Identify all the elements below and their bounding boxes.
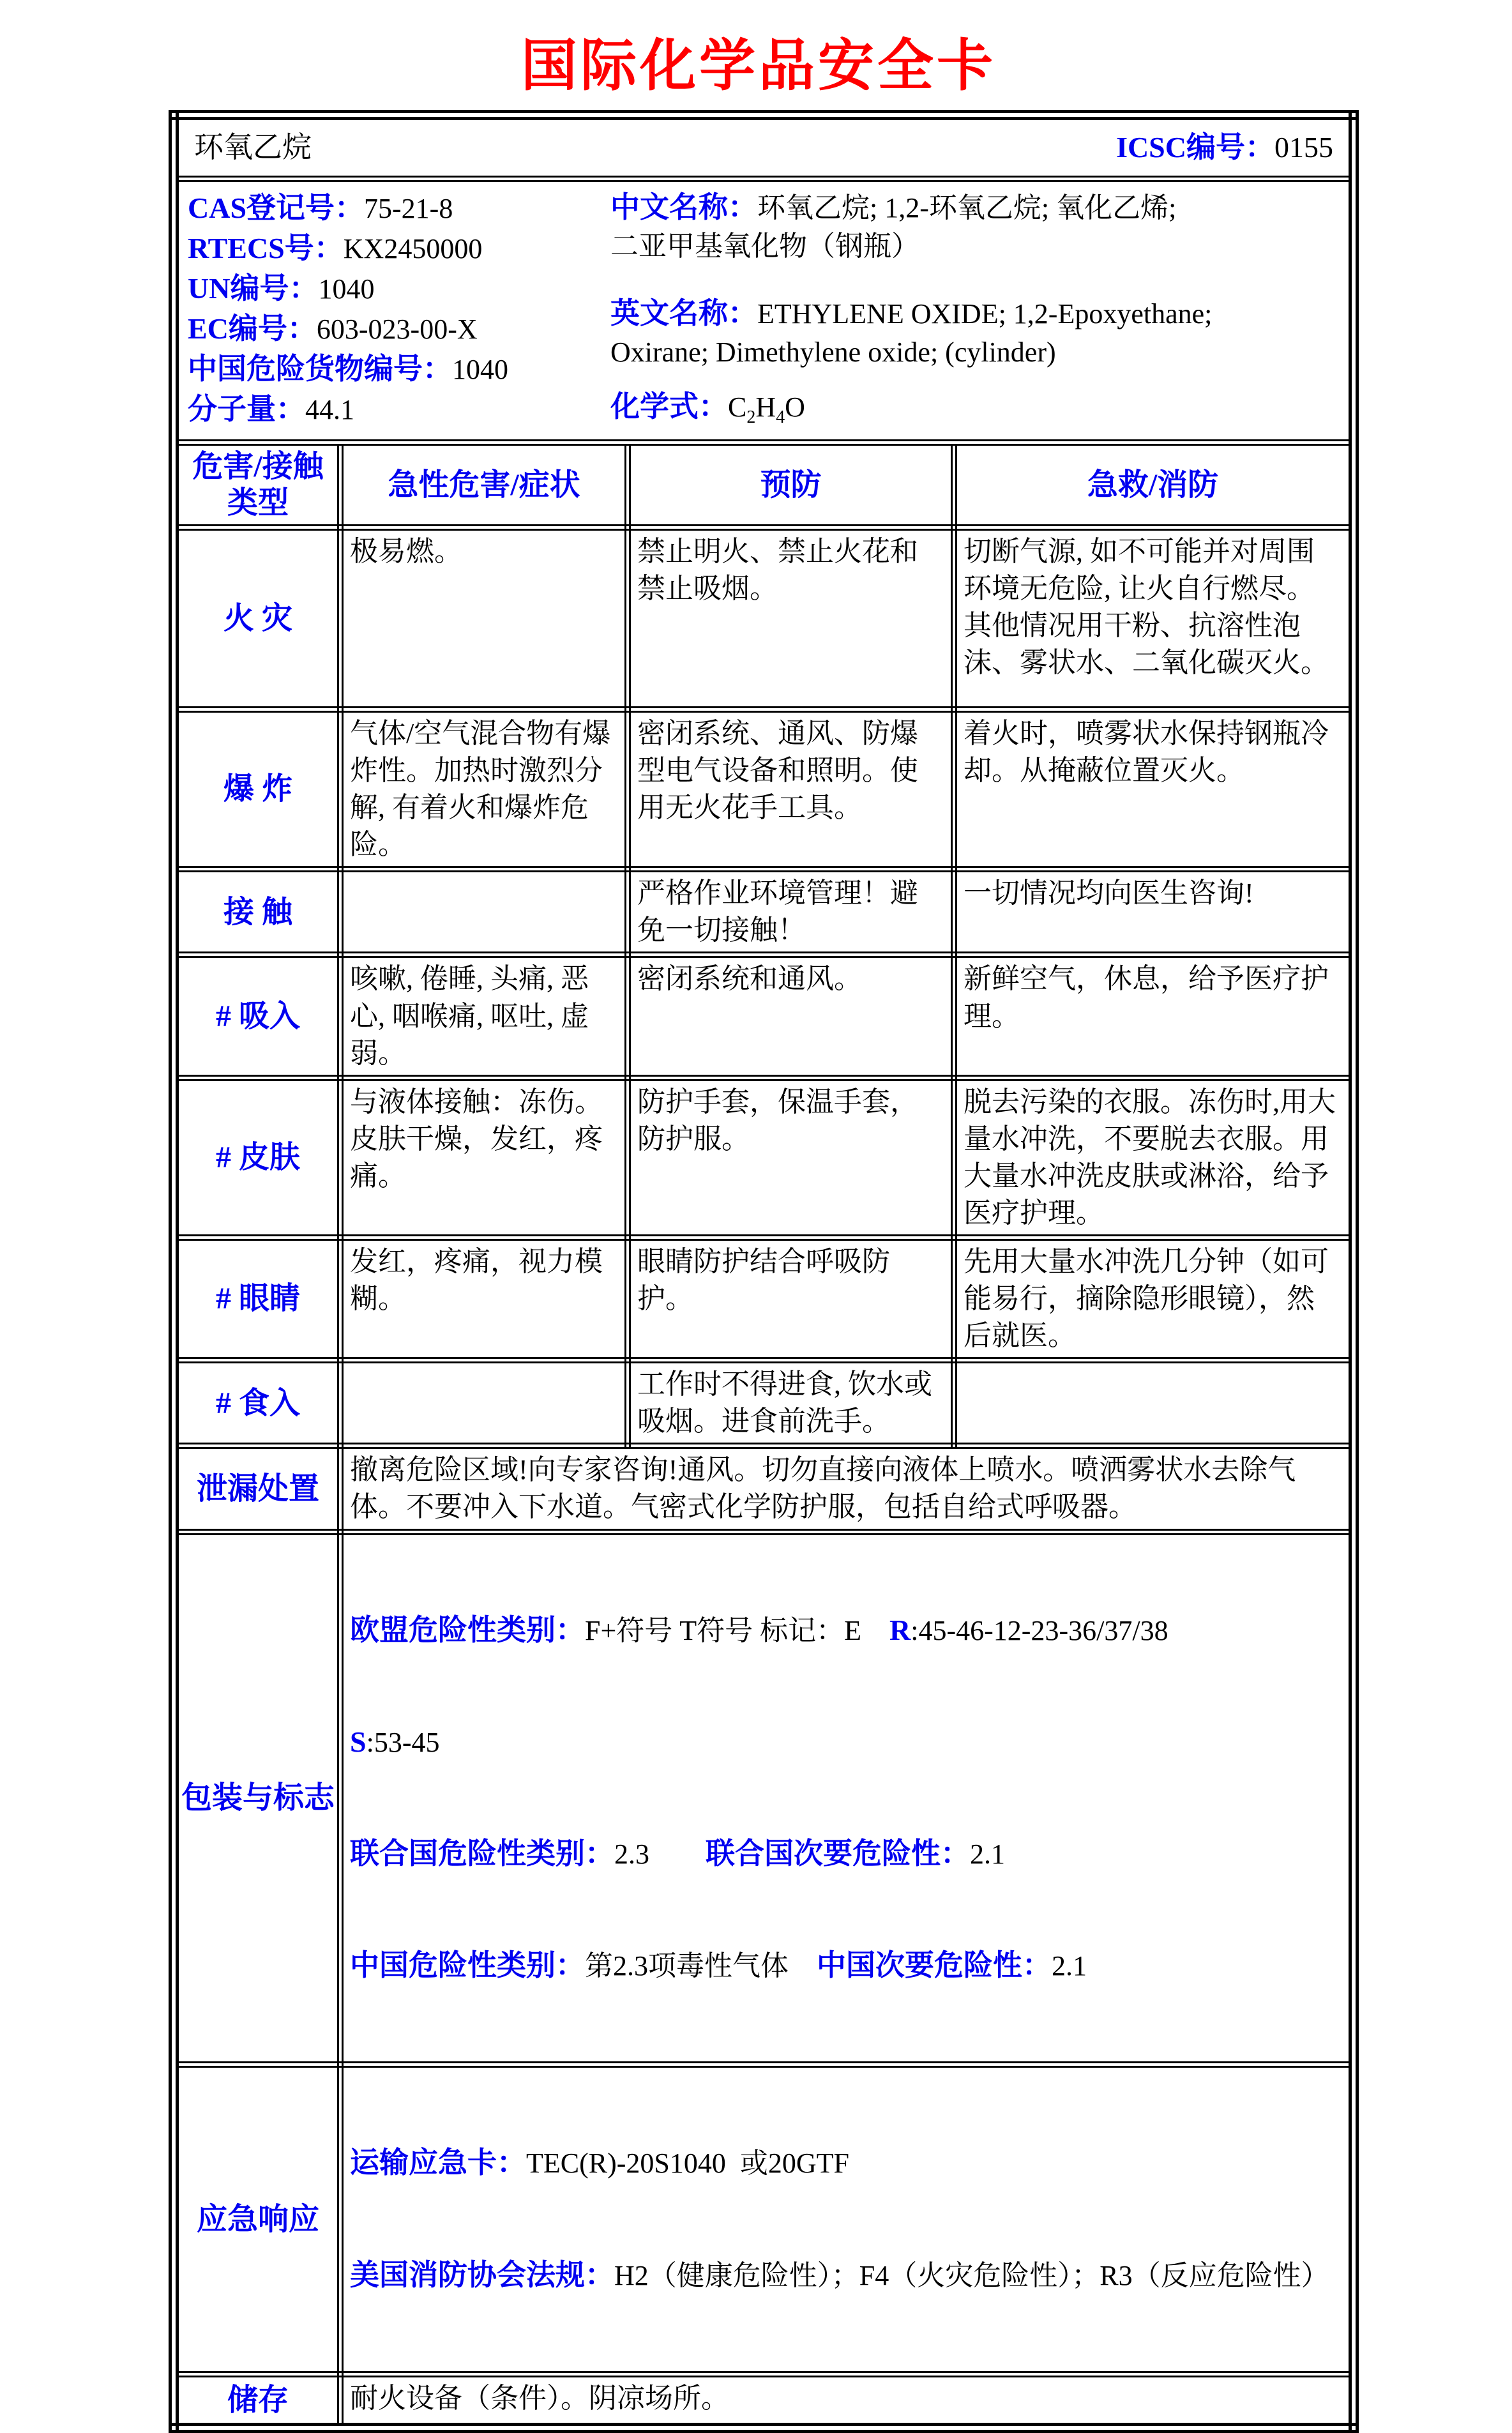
un-value: 1040 bbox=[318, 273, 375, 305]
hazard-row-skin bbox=[174, 1078, 1354, 1238]
identifier-molweight bbox=[188, 390, 610, 430]
cn-name-label: 中文名称： bbox=[610, 191, 757, 224]
explosion-symptom-cell: 气体/空气混合物有爆炸性。加热时激烈分解, 有着火和爆炸危险。 bbox=[340, 709, 628, 869]
cn-name-line2: 二亚甲基氧化物（钢瓶） bbox=[610, 231, 919, 262]
skin-symptom-cell: 与液体接触：冻伤。皮肤干燥，发红，疼痛。 bbox=[340, 1078, 628, 1238]
cas-value: 75-21-8 bbox=[364, 193, 453, 224]
fire-prevention-cell: 禁止明火、禁止火花和禁止吸烟。 bbox=[628, 527, 954, 709]
explosion-prevention-cell: 密闭系统、通风、防爆型电气设备和照明。使用无火花手工具。 bbox=[628, 709, 954, 869]
row-label-inhalation: # 吸入 bbox=[174, 955, 340, 1077]
ingestion-firstaid-cell bbox=[954, 1360, 1354, 1446]
hazard-row-explosion bbox=[174, 709, 1354, 869]
safety-card-page bbox=[0, 32, 1512, 2417]
exposure-firstaid-cell: 一切情况均向医生咨询! bbox=[954, 869, 1354, 955]
en-name-line1 bbox=[610, 294, 1342, 333]
inhalation-prevention-cell: 密闭系统和通风。 bbox=[628, 955, 954, 1077]
names-block bbox=[610, 188, 1342, 437]
spill-text: 撤离危险区域!向专家咨询!通风。切勿直接向液体上喷水。喷洒雾状水去除气体。不要冲入下水道。气密式化学防护服，包括自给式呼吸器。 bbox=[340, 1446, 1354, 1531]
chemical-name-header: 环氧乙烷 bbox=[194, 131, 312, 164]
hazard-row-fire bbox=[174, 527, 1354, 709]
packaging-line-china: 中国危险性类别：第2.3项毒性气体 中国次要危险性：2.1 bbox=[350, 1949, 1087, 1982]
explosion-firstaid-cell: 着火时，喷雾状水保持钢瓶冷却。从掩蔽位置灭火。 bbox=[954, 709, 1354, 869]
cas-label: CAS登记号： bbox=[188, 192, 365, 224]
icsc-number: 0155 bbox=[1274, 131, 1333, 164]
hazard-header-row bbox=[174, 443, 1354, 527]
en-name-value1: ETHYLENE OXIDE; 1,2-Epoxyethane; bbox=[757, 298, 1213, 330]
exposure-symptom-cell bbox=[340, 869, 628, 955]
row-label-fire: 火 灾 bbox=[174, 527, 340, 709]
transport-card-line: 运输应急卡：TEC(R)-20S1040 或20GTF bbox=[350, 2146, 849, 2179]
molweight-value: 44.1 bbox=[305, 394, 354, 425]
china-dg-value: 1040 bbox=[452, 354, 508, 385]
nfpa-line: 美国消防协会法规：H2（健康危险性）；F4（火灾危险性）；R3（反应危险性） bbox=[350, 2258, 1329, 2291]
chemical-formula: $C_2H_4O$ bbox=[728, 391, 805, 427]
formula-label: 化学式： bbox=[610, 390, 728, 423]
emergency-label: 应急响应 bbox=[174, 2065, 340, 2374]
en-name-line2: Oxirane; Dimethylene oxide; (cylinder) bbox=[610, 337, 1056, 368]
packaging-row bbox=[174, 1532, 1354, 2065]
row-label-explosion: 爆 炸 bbox=[174, 709, 340, 869]
storage-label: 储存 bbox=[174, 2374, 340, 2428]
identification-row bbox=[174, 179, 1354, 443]
ingestion-prevention-cell: 工作时不得进食, 饮水或吸烟。进食前洗手。 bbox=[628, 1360, 954, 1446]
ec-value: 603-023-00-X bbox=[316, 314, 478, 345]
spill-row bbox=[174, 1446, 1354, 1531]
icsc-number-group bbox=[1116, 128, 1333, 167]
eyes-prevention-cell: 眼睛防护结合呼吸防护。 bbox=[628, 1238, 954, 1360]
identifier-un bbox=[188, 269, 610, 309]
formula-line bbox=[610, 388, 1342, 437]
skin-prevention-cell: 防护手套，保温手套，防护服。 bbox=[628, 1078, 954, 1238]
packaging-line-eu: 欧盟危险性类别：F+符号 T符号 标记：E R:45-46-12-23-36/37/38 bbox=[350, 1613, 1168, 1646]
storage-row bbox=[174, 2374, 1354, 2428]
skin-firstaid-cell: 脱去污染的衣服。冻伤时,用大量水冲洗，不要脱去衣服。用大量水冲洗皮肤或淋浴，给予医疗护理。 bbox=[954, 1078, 1354, 1238]
hazard-header-firstaid: 急救/消防 bbox=[954, 443, 1354, 527]
en-name-label: 英文名称： bbox=[610, 297, 757, 330]
packaging-line-un: 联合国危险性类别：2.3 联合国次要危险性：2.1 bbox=[350, 1837, 1005, 1870]
name-row bbox=[174, 115, 1354, 179]
identifier-china-dg bbox=[188, 349, 610, 390]
ingestion-symptom-cell bbox=[340, 1360, 628, 1446]
hazard-row-ingestion bbox=[174, 1360, 1354, 1446]
eyes-symptom-cell: 发红，疼痛，视力模糊。 bbox=[340, 1238, 628, 1360]
molweight-label: 分子量： bbox=[188, 393, 305, 425]
row-label-exposure: 接 触 bbox=[174, 869, 340, 955]
exposure-prevention-cell: 严格作业环境管理！避免一切接触！ bbox=[628, 869, 954, 955]
hazard-header-symptoms: 急性危害/症状 bbox=[340, 443, 628, 527]
row-label-eyes: # 眼睛 bbox=[174, 1238, 340, 1360]
icsc-label: ICSC编号： bbox=[1116, 131, 1274, 164]
identifier-list bbox=[188, 188, 610, 430]
safety-card-table bbox=[169, 110, 1359, 2433]
inhalation-symptom-cell: 咳嗽, 倦睡, 头痛, 恶心, 咽喉痛, 呕吐, 虚弱。 bbox=[340, 955, 628, 1077]
rtecs-label: RTECS号： bbox=[188, 232, 344, 264]
spill-label: 泄漏处置 bbox=[174, 1446, 340, 1531]
emergency-content bbox=[340, 2065, 1354, 2374]
packaging-content bbox=[340, 1532, 1354, 2065]
rtecs-value: KX2450000 bbox=[343, 233, 483, 264]
packaging-line-s: S:53-45 bbox=[350, 1725, 440, 1758]
hazard-row-inhalation bbox=[174, 955, 1354, 1077]
hazard-header-prevention: 预防 bbox=[628, 443, 954, 527]
row-label-skin: # 皮肤 bbox=[174, 1078, 340, 1238]
identifier-cas bbox=[188, 188, 610, 229]
fire-firstaid-cell: 切断气源, 如不可能并对周围环境无危险, 让火自行燃尽。其他情况用干粉、抗溶性泡沫、雾状水、二氧化碳灭火。 bbox=[954, 527, 1354, 709]
packaging-label: 包装与标志 bbox=[174, 1532, 340, 2065]
row-label-ingestion: # 食入 bbox=[174, 1360, 340, 1446]
identifier-rtecs bbox=[188, 229, 610, 269]
identifier-ec bbox=[188, 309, 610, 349]
eyes-firstaid-cell: 先用大量水冲洗几分钟（如可能易行，摘除隐形眼镜），然后就医。 bbox=[954, 1238, 1354, 1360]
storage-text: 耐火设备（条件）。阴凉场所。 bbox=[340, 2374, 1354, 2428]
cn-name-line1 bbox=[610, 188, 1342, 227]
cn-name-value1: 环氧乙烷; 1,2-环氧乙烷; 氧化乙烯; bbox=[757, 192, 1177, 224]
emergency-row bbox=[174, 2065, 1354, 2374]
page-title: 国际化学品安全卡 bbox=[520, 32, 996, 98]
ec-label: EC编号： bbox=[188, 312, 317, 345]
fire-symptom-cell: 极易燃。 bbox=[340, 527, 628, 709]
hazard-row-exposure bbox=[174, 869, 1354, 955]
hazard-header-type: 危害/接触 类型 bbox=[174, 443, 340, 527]
hazard-row-eyes bbox=[174, 1238, 1354, 1360]
un-label: UN编号： bbox=[188, 272, 319, 305]
china-dg-label: 中国危险货物编号： bbox=[188, 352, 452, 385]
inhalation-firstaid-cell: 新鲜空气，休息，给予医疗护理。 bbox=[954, 955, 1354, 1077]
